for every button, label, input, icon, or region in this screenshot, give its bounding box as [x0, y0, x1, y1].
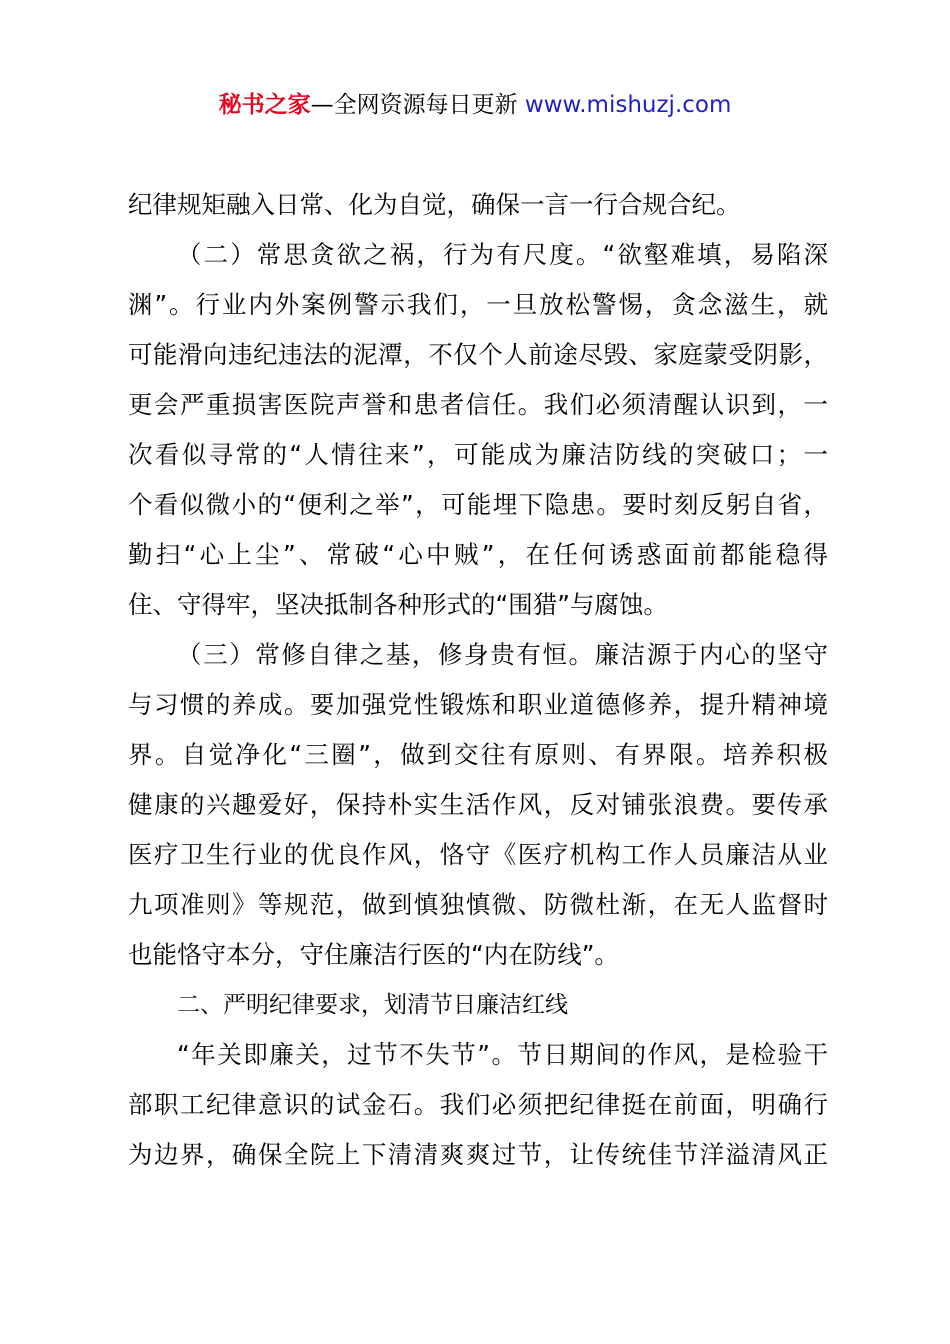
site-header	[0, 88, 950, 122]
section-heading: 二、严明纪律要求，划清节日廉洁红线	[177, 992, 568, 1018]
text-line: 也能恪守本分，守住廉洁行医的“内在防线”。	[128, 940, 619, 969]
text-line: 更会严重损害医院声誉和患者信任。我们必须清醒认识到，一	[128, 390, 828, 419]
text-line: 界。自觉净化“三圈”，做到交往有原则、有界限。培养积极	[128, 740, 828, 769]
text-line: 与习惯的养成。要加强党性锻炼和职业道德修养，提升精神境	[128, 690, 828, 719]
paragraph-heading-2: （二）常思贪欲之祸，行为有尺度。“欲壑难填，易陷深	[177, 240, 828, 269]
site-url-link[interactable]: www.mishuzj.com	[524, 92, 732, 118]
site-tagline: —全网资源每日更新	[310, 92, 525, 118]
text-line: 为边界，确保全院上下清清爽爽过节，让传统佳节洋溢清风正	[128, 1140, 828, 1169]
text-line: 住、守得牢，坚决抵制各种形式的“围猎”与腐蚀。	[128, 590, 668, 619]
text-line: “年关即廉关，过节不失节”。节日期间的作风，是检验干	[177, 1040, 828, 1069]
text-line: 九项准则》等规范，做到慎独慎微、防微杜渐，在无人监督时	[128, 890, 828, 919]
text-line: 勤扫“心上尘”、常破“心中贼”，在任何诱惑面前都能稳得	[128, 540, 828, 569]
site-brand: 秘书之家	[218, 92, 311, 118]
text-line: 渊”。行业内外案例警示我们，一旦放松警惕，贪念滋生，就	[128, 290, 828, 319]
document-body	[128, 180, 828, 1180]
text-line: 个看似微小的“便利之举”，可能埋下隐患。要时刻反躬自省，	[128, 490, 828, 519]
text-line: 部职工纪律意识的试金石。我们必须把纪律挺在前面，明确行	[128, 1090, 828, 1119]
paragraph-heading-3: （三）常修自律之基，修身贵有恒。廉洁源于内心的坚守	[177, 640, 828, 669]
text-line: 健康的兴趣爱好，保持朴实生活作风，反对铺张浪费。要传承	[128, 790, 828, 819]
text-line: 纪律规矩融入日常、化为自觉，确保一言一行合规合纪。	[128, 190, 741, 219]
text-line: 医疗卫生行业的优良作风，恪守《医疗机构工作人员廉洁从业	[128, 840, 828, 869]
text-line: 可能滑向违纪违法的泥潭，不仅个人前途尽毁、家庭蒙受阴影，	[128, 340, 828, 369]
text-line: 次看似寻常的“人情往来”，可能成为廉洁防线的突破口；一	[128, 440, 828, 469]
